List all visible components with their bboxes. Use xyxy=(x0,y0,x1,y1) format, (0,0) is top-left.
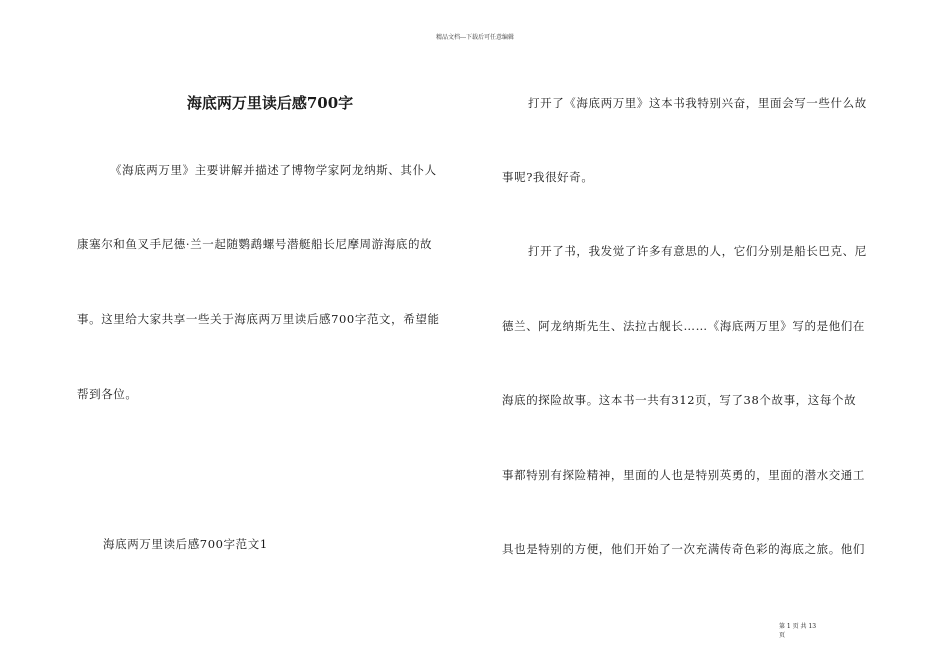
right-paragraph-line: 打开了《海底两万里》这本书我特别兴奋，里面会写一些什么故 xyxy=(528,96,867,110)
header-note: 精品文档---下载后可任意编辑 xyxy=(435,34,515,41)
page-number xyxy=(779,622,816,640)
left-paragraph-line: 事。这里给大家共享一些关于海底两万里读后感700字范文，希望能 xyxy=(77,312,440,326)
right-paragraph-line: 事呢?我很好奇。 xyxy=(502,170,594,184)
right-paragraph-line: 事都特别有探险精神，里面的人也是特别英勇的，里面的潜水交通工 xyxy=(502,468,865,482)
page-number-line: 第 1 页 共 13 xyxy=(779,623,817,630)
left-paragraph-line: 《海底两万里》主要讲解并描述了博物学家阿龙纳斯、其仆人 xyxy=(110,163,437,177)
right-paragraph-line: 打开了书，我发觉了许多有意思的人，它们分别是船长巴克、尼 xyxy=(528,244,867,258)
document-title: 海底两万里读后感700字 xyxy=(186,94,354,112)
right-paragraph-line: 海底的探险故事。这本书一共有312页，写了38个故事，这每个故 xyxy=(502,393,857,407)
left-paragraph-line: 康塞尔和鱼叉手尼德·兰一起随鹦鹉螺号潜艇船长尼摩周游海底的故 xyxy=(77,237,433,251)
page-number-line: 页 xyxy=(779,632,786,639)
left-paragraph-line: 帮到各位。 xyxy=(77,387,138,401)
section-subheading: 海底两万里读后感700字范文1 xyxy=(103,537,268,551)
right-paragraph-line: 具也是特别的方便，他们开始了一次充满传奇色彩的海底之旅。他们 xyxy=(502,542,865,556)
right-paragraph-line: 德兰、阿龙纳斯先生、法拉古舰长……《海底两万里》写的是他们在 xyxy=(502,319,865,333)
